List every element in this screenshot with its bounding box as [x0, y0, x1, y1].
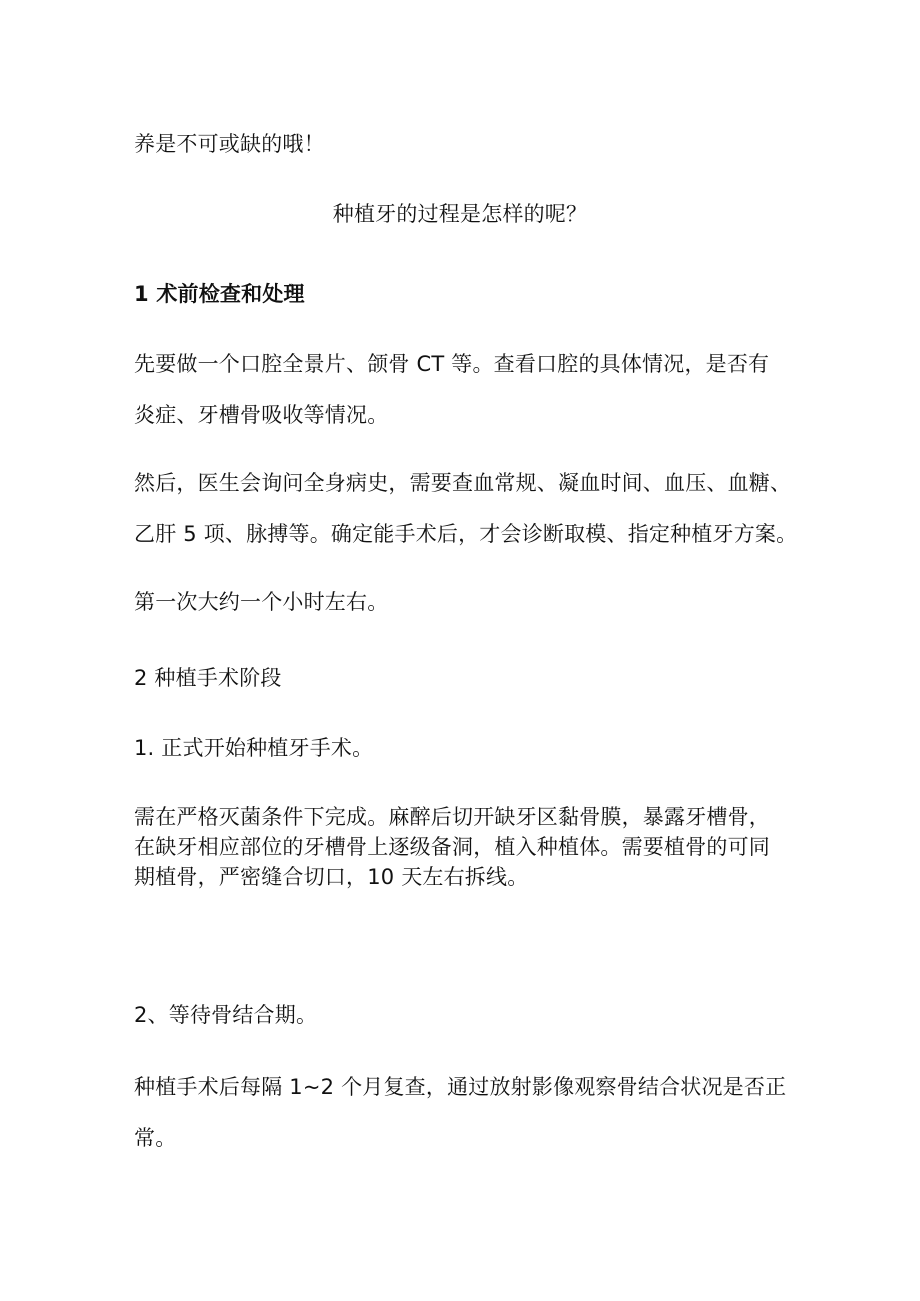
- step1-para2-line2: 乙肝 5 项、脉搏等。确定能手术后，才会诊断取模、指定种植牙方案。: [134, 522, 798, 546]
- step2-sub2-line2: 常。: [134, 1126, 177, 1150]
- step2-sub2-title: 2、等待骨结合期。: [134, 1003, 318, 1027]
- step1-para1-line2: 炎症、牙槽骨吸收等情况。: [134, 403, 389, 427]
- step2-sub1-line1: 需在严格灭菌条件下完成。麻醉后切开缺牙区黏骨膜，暴露牙槽骨，: [134, 805, 770, 829]
- step1-para2-line1: 然后，医生会询问全身病史，需要查血常规、凝血时间、血压、血糖、: [134, 471, 792, 495]
- step2-sub1-title: 1. 正式开始种植牙手术。: [134, 736, 374, 760]
- step2-sub2-line1: 种植手术后每隔 1~2 个月复查，通过放射影像观察骨结合状况是否正: [134, 1075, 787, 1099]
- intro-tail-text: 养是不可或缺的哦！: [134, 132, 325, 156]
- step1-para3: 第一次大约一个小时左右。: [134, 590, 389, 614]
- step1-para1-line1: 先要做一个口腔全景片、颌骨 CT 等。查看口腔的具体情况，是否有: [134, 352, 770, 376]
- step2-heading: 2 种植手术阶段: [134, 666, 282, 690]
- section-title: 种植牙的过程是怎样的呢？: [332, 202, 588, 226]
- step1-heading: 1 术前检查和处理: [134, 282, 305, 306]
- step2-sub1-line2: 在缺牙相应部位的牙槽骨上逐级备洞，植入种植体。需要植骨的可同: [134, 835, 770, 859]
- step2-sub1-line3: 期植骨，严密缝合切口，10 天左右拆线。: [134, 865, 529, 889]
